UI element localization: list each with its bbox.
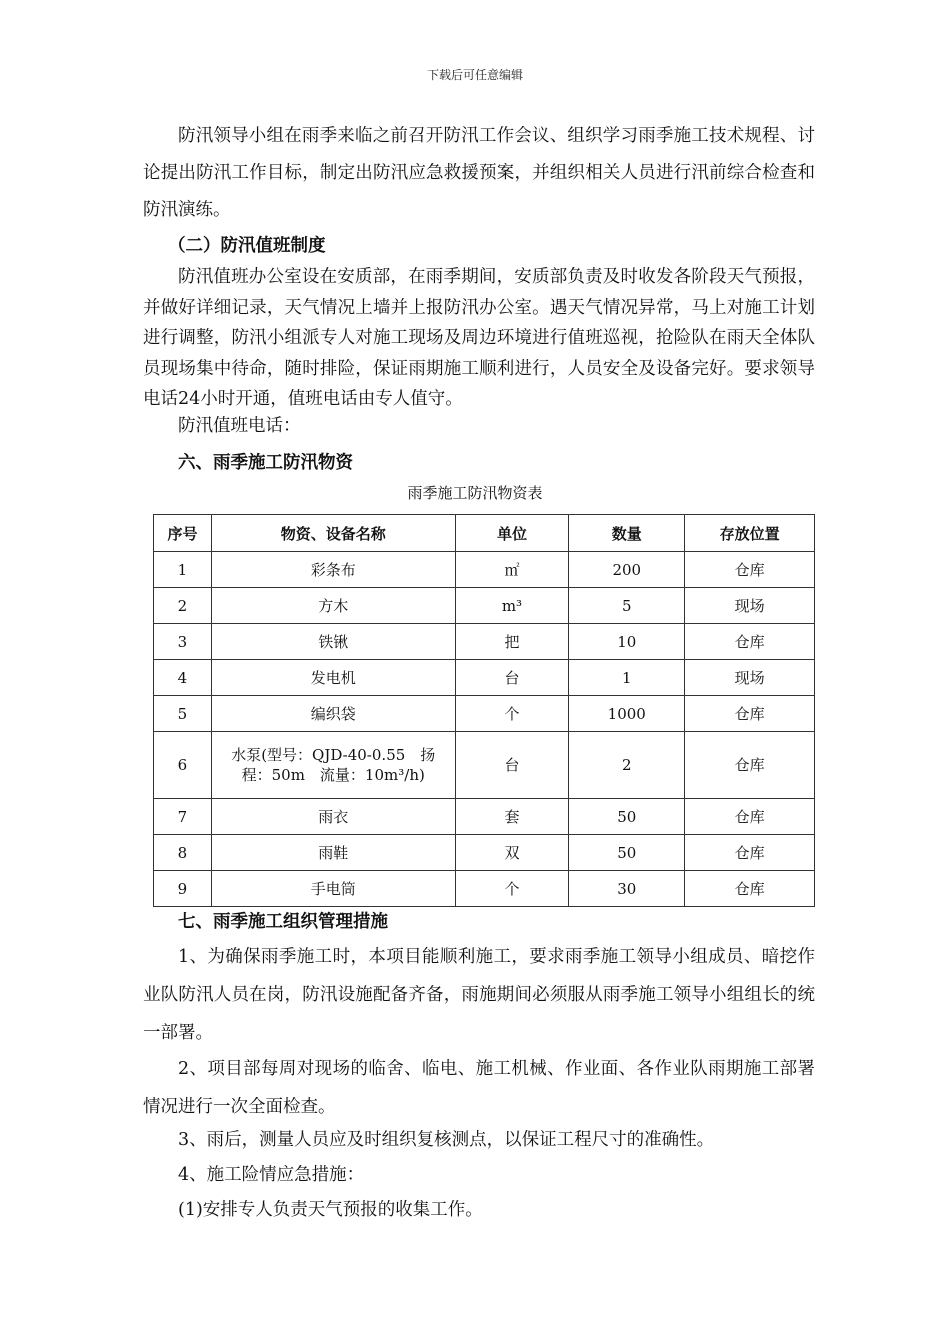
cell-location: 仓库 [685, 871, 815, 907]
cell-unit: 台 [455, 732, 569, 799]
cell-quantity: 10 [569, 624, 685, 660]
header-note: 下载后可任意编辑 [426, 68, 523, 82]
cell-index: 2 [154, 588, 212, 624]
cell-index: 9 [154, 871, 212, 907]
heading-duty-system: （二）防汛值班制度 [168, 236, 326, 256]
header-location: 存放位置 [685, 515, 815, 552]
cell-quantity: 5 [569, 588, 685, 624]
table-row [154, 696, 815, 732]
cell-location: 现场 [685, 660, 815, 696]
paragraph-item-4: 4、施工险情应急措施： [178, 1165, 365, 1185]
cell-index: 8 [154, 835, 212, 871]
cell-quantity: 50 [569, 835, 685, 871]
paragraph-item-1: 1、为确保雨季施工时，本项目能顺利施工，要求雨季施工领导小组成员、暗挖作业队防汛人员在岗，防汛设施配备齐备，雨施期间必须服从雨季施工领导小组组长的统一部署。 [143, 947, 815, 1043]
paragraph-item-4-1: (1)安排专人负责天气预报的收集工作。 [178, 1200, 483, 1220]
cell-index: 3 [154, 624, 212, 660]
table-header-row [154, 515, 815, 552]
cell-index: 7 [154, 799, 212, 835]
cell-unit: m³ [455, 588, 569, 624]
cell-location: 仓库 [685, 732, 815, 799]
cell-quantity: 2 [569, 732, 685, 799]
cell-name: 方木 [211, 588, 455, 624]
cell-unit: 套 [455, 799, 569, 835]
cell-quantity: 30 [569, 871, 685, 907]
table-row [154, 660, 815, 696]
cell-quantity: 200 [569, 552, 685, 588]
table-row [154, 552, 815, 588]
table-title: 雨季施工防汛物资表 [407, 484, 543, 502]
cell-quantity: 50 [569, 799, 685, 835]
cell-name: 手电筒 [211, 871, 455, 907]
cell-name: 水泵(型号：QJD-40-0.55 扬程：50m 流量：10m³/h) [211, 732, 455, 799]
paragraph-duty-office: 防汛值班办公室设在安质部，在雨季期间，安质部负责及时收发各阶段天气预报，并做好详细记录，天气情况上墙并上报防汛办公室。遇天气情况异常，马上对施工计划进行调整，防汛小组派专人对施工现场及周边环境进行值班巡视，抢险队在雨天全体队员现场集中待命，随时排险，保证雨期施工顺利进行，人员安全及设备完好。要求领导电话24小时开通，值班电话由专人值守。 [143, 267, 815, 409]
table-row [154, 588, 815, 624]
cell-location: 仓库 [685, 696, 815, 732]
table-row [154, 624, 815, 660]
cell-unit: 台 [455, 660, 569, 696]
duty-phone-label: 防汛值班电话： [178, 416, 301, 436]
cell-location: 仓库 [685, 624, 815, 660]
paragraph-item-3: 3、雨后，测量人员应及时组织复核测点，以保证工程尺寸的准确性。 [178, 1130, 715, 1150]
cell-unit: 个 [455, 696, 569, 732]
cell-index: 6 [154, 732, 212, 799]
cell-index: 4 [154, 660, 212, 696]
header-index: 序号 [154, 515, 212, 552]
cell-name: 雨鞋 [211, 835, 455, 871]
table-row [154, 871, 815, 907]
table-row [154, 799, 815, 835]
cell-unit: 双 [455, 835, 569, 871]
cell-location: 现场 [685, 588, 815, 624]
header-unit: 单位 [455, 515, 569, 552]
cell-quantity: 1 [569, 660, 685, 696]
cell-name: 编织袋 [211, 696, 455, 732]
cell-unit: 把 [455, 624, 569, 660]
heading-flood-materials: 六、雨季施工防汛物资 [178, 453, 353, 473]
table-row [154, 835, 815, 871]
paragraph-flood-meeting: 防汛领导小组在雨季来临之前召开防汛工作会议、组织学习雨季施工技术规程、讨论提出防汛工作目标，制定出防汛应急救援预案，并组织相关人员进行汛前综合检查和防汛演练。 [143, 126, 815, 220]
cell-name: 发电机 [211, 660, 455, 696]
cell-name: 铁锹 [211, 624, 455, 660]
header-quantity: 数量 [569, 515, 685, 552]
table-row [154, 732, 815, 799]
heading-management-measures: 七、雨季施工组织管理措施 [178, 912, 388, 932]
materials-table [153, 514, 815, 907]
cell-unit: 个 [455, 871, 569, 907]
cell-index: 1 [154, 552, 212, 588]
cell-location: 仓库 [685, 552, 815, 588]
paragraph-item-2: 2、项目部每周对现场的临舍、临电、施工机械、作业面、各作业队雨期施工部署情况进行一次全面检查。 [143, 1059, 815, 1117]
cell-location: 仓库 [685, 799, 815, 835]
cell-location: 仓库 [685, 835, 815, 871]
cell-index: 5 [154, 696, 212, 732]
header-name: 物资、设备名称 [211, 515, 455, 552]
cell-quantity: 1000 [569, 696, 685, 732]
cell-name: 雨衣 [211, 799, 455, 835]
cell-name: 彩条布 [211, 552, 455, 588]
cell-unit: ㎡ [455, 552, 569, 588]
